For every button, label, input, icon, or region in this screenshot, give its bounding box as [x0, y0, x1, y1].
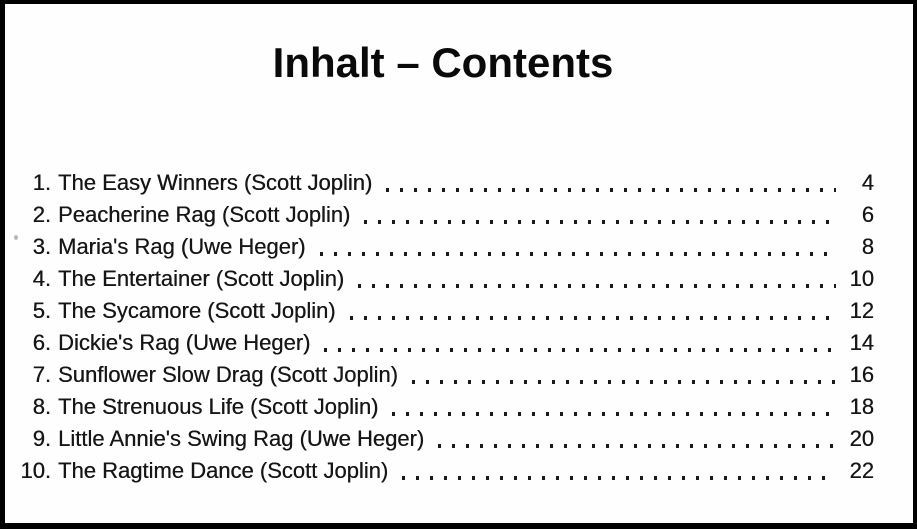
toc-entry-number: 8. — [32, 394, 51, 419]
toc-entry-title: Dickie's Rag (Uwe Heger) — [58, 330, 311, 355]
toc-entry-number: 2. — [32, 202, 51, 227]
contents-list — [5, 167, 913, 487]
dot-leader — [386, 188, 836, 192]
dot-leader — [350, 316, 836, 320]
toc-entry-number: 10. — [20, 458, 51, 483]
toc-entry-number: 6. — [32, 330, 51, 355]
toc-entry-page: 22 — [849, 458, 874, 483]
toc-row — [5, 295, 874, 327]
toc-entry-page: 8 — [861, 234, 874, 259]
toc-entry-title: Little Annie's Swing Rag (Uwe Heger) — [58, 426, 425, 451]
toc-entry-page: 16 — [849, 362, 874, 387]
toc-row — [5, 359, 874, 391]
toc-entry-page: 14 — [849, 330, 874, 355]
toc-entry-title: The Strenuous Life (Scott Joplin) — [58, 394, 379, 419]
toc-entry-title: Maria's Rag (Uwe Heger) — [58, 234, 306, 259]
toc-entry-page: 12 — [849, 298, 874, 323]
toc-entry-number: 3. — [32, 234, 51, 259]
dot-leader — [364, 220, 836, 224]
toc-entry-page: 10 — [849, 266, 874, 291]
toc-row — [5, 263, 874, 295]
toc-entry-title: The Easy Winners (Scott Joplin) — [58, 170, 373, 195]
toc-entry-title: Sunflower Slow Drag (Scott Joplin) — [58, 362, 398, 387]
toc-entry-page: 4 — [861, 170, 874, 195]
dot-leader — [438, 444, 836, 448]
toc-row — [5, 327, 874, 359]
dot-leader — [324, 348, 836, 352]
dot-leader — [358, 284, 836, 288]
toc-row — [5, 231, 874, 263]
toc-entry-title: The Entertainer (Scott Joplin) — [58, 266, 345, 291]
toc-entry-page: 6 — [861, 202, 874, 227]
page-title: Inhalt – Contents — [272, 39, 614, 86]
dot-leader — [392, 412, 836, 416]
toc-entry-number: 1. — [32, 170, 51, 195]
toc-entry-number: 4. — [32, 266, 51, 291]
dot-leader — [320, 252, 837, 256]
toc-row — [5, 167, 874, 199]
toc-entry-page: 18 — [849, 394, 874, 419]
toc-entry-page: 20 — [849, 426, 874, 451]
toc-entry-number: 9. — [32, 426, 51, 451]
toc-entry-number: 5. — [32, 298, 51, 323]
toc-row — [5, 391, 874, 423]
dot-leader — [402, 476, 836, 480]
toc-entry-title: Peacherine Rag (Scott Joplin) — [58, 202, 351, 227]
toc-entry-title: The Ragtime Dance (Scott Joplin) — [58, 458, 389, 483]
toc-row — [5, 455, 874, 487]
toc-entry-number: 7. — [32, 362, 51, 387]
toc-entry-title: The Sycamore (Scott Joplin) — [58, 298, 336, 323]
dot-leader — [412, 380, 836, 384]
toc-row — [5, 423, 874, 455]
scan-speck — [14, 235, 18, 240]
toc-row — [5, 199, 874, 231]
